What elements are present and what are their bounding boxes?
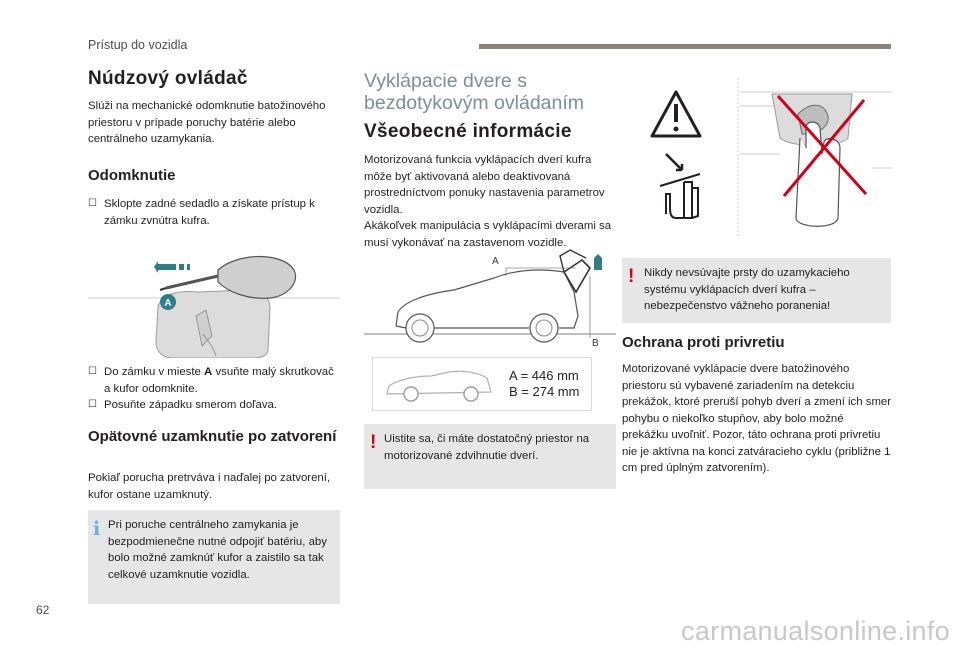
figure-label-a: A bbox=[492, 256, 499, 267]
bullet-icon: ☐ bbox=[88, 399, 97, 410]
tailgate-clearance-figure bbox=[364, 246, 616, 350]
figure-label-a: A bbox=[164, 298, 172, 309]
info-box-text: Pri poruche centrálneho zamykania je bezpodmienečne nutné odpojiť batériu, aby bolo možné zamknúť kufor a zaistilo sa tak celkové uzamknutie vozidla. bbox=[108, 519, 327, 581]
general-info-text: Motorizovaná funkcia vyklápacích dverí kufra môže byť aktivovaná alebo deaktivovaná prostredníctvom ponuky nastavenia parametrov vozidla. Akákoľvek manipulácia s vyklápacími dverami sa musí vykonávať na zastavenom vozidle. bbox=[364, 154, 612, 249]
figure-label-b: B bbox=[592, 338, 599, 349]
unlock-heading: Odomknutie bbox=[88, 167, 176, 184]
section-title-emergency: Núdzový ovládač bbox=[88, 68, 248, 89]
dimension-box bbox=[372, 357, 592, 411]
pinch-protection-text: Motorizované vyklápacie dvere batožinového priestoru sú vybavené zariadením na detekciu prekážok, ktoré preruší pohyb dverí a zmení ich smer pohybu o niekoľko stupňov, aby bolo možné prekážku uvoľniť. Pozor, táto ochrana proti privretiu nie je aktívna na konci zatváracieho cyklu (približne 1 cm pred úplným zatvorením). bbox=[622, 363, 892, 474]
warning-triangle-icon bbox=[652, 92, 700, 136]
bullet-icon: ☐ bbox=[88, 198, 97, 209]
info-icon: i bbox=[93, 518, 101, 540]
breadcrumb: Prístup do vozidla bbox=[88, 38, 188, 52]
info-box bbox=[88, 510, 340, 604]
emergency-lock-figure bbox=[88, 246, 340, 358]
dimension-values: A = 446 mm B = 274 mm bbox=[509, 368, 580, 399]
hand-press-icon bbox=[660, 154, 700, 218]
page-number: 62 bbox=[36, 603, 50, 617]
relock-text: Pokiaľ porucha pretrváva i naďalej po zatvorení, kufor ostane uzamknutý. bbox=[88, 472, 331, 501]
intro-text: Slúži na mechanické odomknutie batožinového priestoru v prípade poruchy batérie alebo centrálneho uzamykania. bbox=[88, 100, 326, 145]
pinch-protection-heading: Ochrana proti privretiu bbox=[622, 334, 785, 351]
section-title-tailgate: Vyklápacie dvere s bezdotykovým ovládaním bbox=[364, 70, 585, 114]
warning-exclamation-icon: ! bbox=[370, 432, 377, 453]
warning-box-space bbox=[364, 424, 616, 489]
header-rule bbox=[479, 44, 891, 49]
warning-box-space-text: Uistite sa, či máte dostatočný priestor na motorizované zdvihnutie dverí. bbox=[384, 433, 590, 462]
relock-heading: Opätovné uzamknutie po zatvorení bbox=[88, 428, 337, 445]
unlock-step-1: ☐ Sklopte zadné sedadlo a získate prístup k zámku zvnútra kufra. bbox=[88, 198, 315, 227]
warning-exclamation-icon: ! bbox=[628, 266, 635, 287]
unlock-steps: ☐ Do zámku v mieste A vsuňte malý skrutkovač a kufor odomknite. ☐ Posuňte západku smerom doľava. bbox=[88, 364, 340, 414]
pinch-warning-figure bbox=[640, 78, 892, 242]
car-silhouette-icon bbox=[379, 364, 499, 404]
watermark: carmanualsonline.info bbox=[681, 616, 950, 646]
warning-box-fingers bbox=[622, 258, 891, 323]
bullet-icon: ☐ bbox=[88, 366, 97, 377]
general-info-heading: Všeobecné informácie bbox=[364, 121, 572, 142]
warning-box-fingers-text: Nikdy nevsúvajte prsty do uzamykacieho systému vyklápacích dverí kufra – nebezpečenstvo vážneho poranenia! bbox=[644, 267, 850, 312]
